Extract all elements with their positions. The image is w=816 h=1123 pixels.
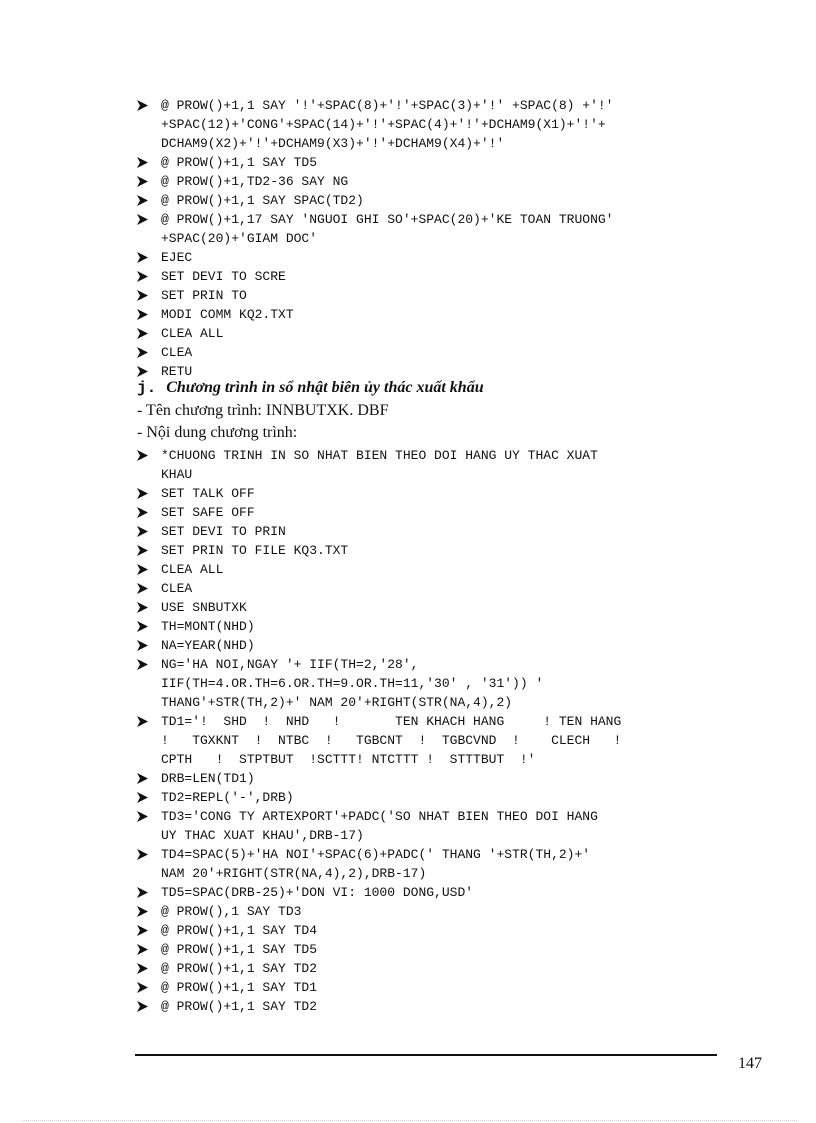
code-line (137, 978, 747, 997)
code-text: NA=YEAR(NHD) (161, 638, 255, 653)
arrow-bullet-icon (137, 545, 148, 556)
code-line (137, 191, 747, 210)
code-text: TD2=REPL('-',DRB) (161, 790, 294, 805)
code-line (137, 712, 747, 769)
code-text: SET DEVI TO PRIN (161, 524, 286, 539)
code-line (137, 286, 747, 305)
code-line (137, 788, 747, 807)
arrow-bullet-icon (137, 507, 148, 518)
code-text: SET DEVI TO SCRE (161, 269, 286, 284)
code-text: SET SAFE OFF (161, 505, 255, 520)
code-text: MODI COMM KQ2.TXT (161, 307, 294, 322)
code-line (137, 845, 747, 883)
code-text: CLEA ALL (161, 326, 224, 341)
code-line (137, 579, 747, 598)
code-text: NG='HA NOI,NGAY '+ IIF(TH=2,'28', IIF(TH=4.OR.TH=6.OR.TH=9.OR.TH=11,'30' , '31')) ' THANG'+STR(TH,2)+' NAM 20'+RIGHT(STR(NA,4),2) (161, 657, 544, 710)
page-bottom-dotted-line (22, 1120, 797, 1121)
section-title: Chương trình in sổ nhật biên ủy thác xuất khẩu (166, 379, 484, 396)
code-text: DRB=LEN(TD1) (161, 771, 255, 786)
footer-rule (135, 1054, 717, 1056)
arrow-bullet-icon (137, 366, 148, 377)
arrow-bullet-icon (137, 526, 148, 537)
arrow-bullet-icon (137, 811, 148, 822)
arrow-bullet-icon (137, 488, 148, 499)
arrow-bullet-icon (137, 271, 148, 282)
code-line (137, 902, 747, 921)
code-line (137, 883, 747, 902)
content-label-line: - Nội dung chương trình: (137, 424, 298, 441)
arrow-bullet-icon (137, 602, 148, 613)
arrow-bullet-icon (137, 982, 148, 993)
arrow-bullet-icon (137, 944, 148, 955)
arrow-bullet-icon (137, 925, 148, 936)
code-line (137, 153, 747, 172)
code-line (137, 560, 747, 579)
arrow-bullet-icon (137, 773, 148, 784)
code-text: @ PROW()+1,1 SAY '!'+SPAC(8)+'!'+SPAC(3)+'!' +SPAC(8) +'!' +SPAC(12)+'CONG'+SPAC(14)+'!'+SPAC(4)+'!'+DCHAM9(X1)+'!'+ DCHAM9(X2)+'!'+DCHAM9(X3)+'!'+DCHAM9(X4)+'!' (161, 98, 614, 151)
code-text: RETU (161, 364, 193, 379)
arrow-bullet-icon (137, 640, 148, 651)
arrow-bullet-icon (137, 792, 148, 803)
code-line (137, 636, 747, 655)
program-name-line: - Tên chương trình: INNBUTXK. DBF (137, 402, 389, 419)
code-line (137, 248, 747, 267)
code-line (137, 172, 747, 191)
code-line (137, 210, 747, 248)
code-text: @ PROW()+1,1 SAY TD2 (161, 999, 318, 1014)
code-text: TD1='! SHD ! NHD ! TEN KHACH HANG ! TEN HANG ! TGXKNT ! NTBC ! TGBCNT ! TGBCVND ! CLECH ! CPTH ! STPTBUT !SCTTT! NTCTTT ! STTTBUT !' (161, 714, 622, 767)
arrow-bullet-icon (137, 1001, 148, 1012)
code-text: TD3='CONG TY ARTEXPORT'+PADC('SO NHAT BIEN THEO DOI HANG UY THAC XUAT KHAU',DRB-17) (161, 809, 598, 843)
code-line (137, 940, 747, 959)
code-text: @ PROW()+1,1 SAY TD1 (161, 980, 318, 995)
arrow-bullet-icon (137, 347, 148, 358)
code-line (137, 617, 747, 636)
code-line (137, 807, 747, 845)
code-text: TD5=SPAC(DRB-25)+'DON VI: 1000 DONG,USD' (161, 885, 474, 900)
code-line (137, 959, 747, 978)
arrow-bullet-icon (137, 214, 148, 225)
code-line (137, 522, 747, 541)
arrow-bullet-icon (137, 100, 148, 111)
code-text: SET PRIN TO (161, 288, 247, 303)
code-text: CLEA (161, 345, 193, 360)
code-line (137, 267, 747, 286)
code-line (137, 343, 747, 362)
arrow-bullet-icon (137, 450, 148, 461)
code-text: @ PROW()+1,1 SAY TD5 (161, 155, 318, 170)
arrow-bullet-icon (137, 583, 148, 594)
arrow-bullet-icon (137, 849, 148, 860)
code-text: CLEA (161, 581, 193, 596)
arrow-bullet-icon (137, 252, 148, 263)
code-line (137, 484, 747, 503)
code-line (137, 503, 747, 522)
code-text: TD4=SPAC(5)+'HA NOI'+SPAC(6)+PADC(' THANG '+STR(TH,2)+' NAM 20'+RIGHT(STR(NA,4),2),DRB-17) (161, 847, 591, 881)
section-letter: j. (137, 379, 157, 397)
arrow-bullet-icon (137, 906, 148, 917)
arrow-bullet-icon (137, 659, 148, 670)
code-line (137, 446, 747, 484)
code-text: @ PROW(),1 SAY TD3 (161, 904, 302, 919)
code-text: EJEC (161, 250, 193, 265)
code-text: SET TALK OFF (161, 486, 255, 501)
code-line (137, 598, 747, 617)
arrow-bullet-icon (137, 195, 148, 206)
page-number: 147 (738, 1055, 762, 1072)
code-text: @ PROW()+1,1 SAY TD2 (161, 961, 318, 976)
code-text: SET PRIN TO FILE KQ3.TXT (161, 543, 349, 558)
arrow-bullet-icon (137, 887, 148, 898)
arrow-bullet-icon (137, 963, 148, 974)
code-text: @ PROW()+1,TD2-36 SAY NG (161, 174, 349, 189)
arrow-bullet-icon (137, 309, 148, 320)
code-text: @ PROW()+1,1 SAY TD5 (161, 942, 318, 957)
code-text: USE SNBUTXK (161, 600, 247, 615)
code-text: *CHUONG TRINH IN SO NHAT BIEN THEO DOI HANG UY THAC XUAT KHAU (161, 448, 598, 482)
arrow-bullet-icon (137, 176, 148, 187)
code-line (137, 541, 747, 560)
arrow-bullet-icon (137, 328, 148, 339)
arrow-bullet-icon (137, 157, 148, 168)
code-line (137, 655, 747, 712)
code-text: @ PROW()+1,1 SAY SPAC(TD2) (161, 193, 364, 208)
code-text: @ PROW()+1,1 SAY TD4 (161, 923, 318, 938)
code-line (137, 324, 747, 343)
arrow-bullet-icon (137, 621, 148, 632)
code-line (137, 997, 747, 1016)
section-heading (137, 379, 777, 397)
code-text: TH=MONT(NHD) (161, 619, 255, 634)
code-line (137, 921, 747, 940)
arrow-bullet-icon (137, 290, 148, 301)
code-line (137, 769, 747, 788)
code-text: CLEA ALL (161, 562, 224, 577)
arrow-bullet-icon (137, 564, 148, 575)
code-line (137, 305, 747, 324)
code-block-top (137, 96, 747, 381)
arrow-bullet-icon (137, 716, 148, 727)
code-line (137, 96, 747, 153)
code-block-bottom (137, 446, 747, 1016)
code-text: @ PROW()+1,17 SAY 'NGUOI GHI SO'+SPAC(20)+'KE TOAN TRUONG' +SPAC(20)+'GIAM DOC' (161, 212, 614, 246)
